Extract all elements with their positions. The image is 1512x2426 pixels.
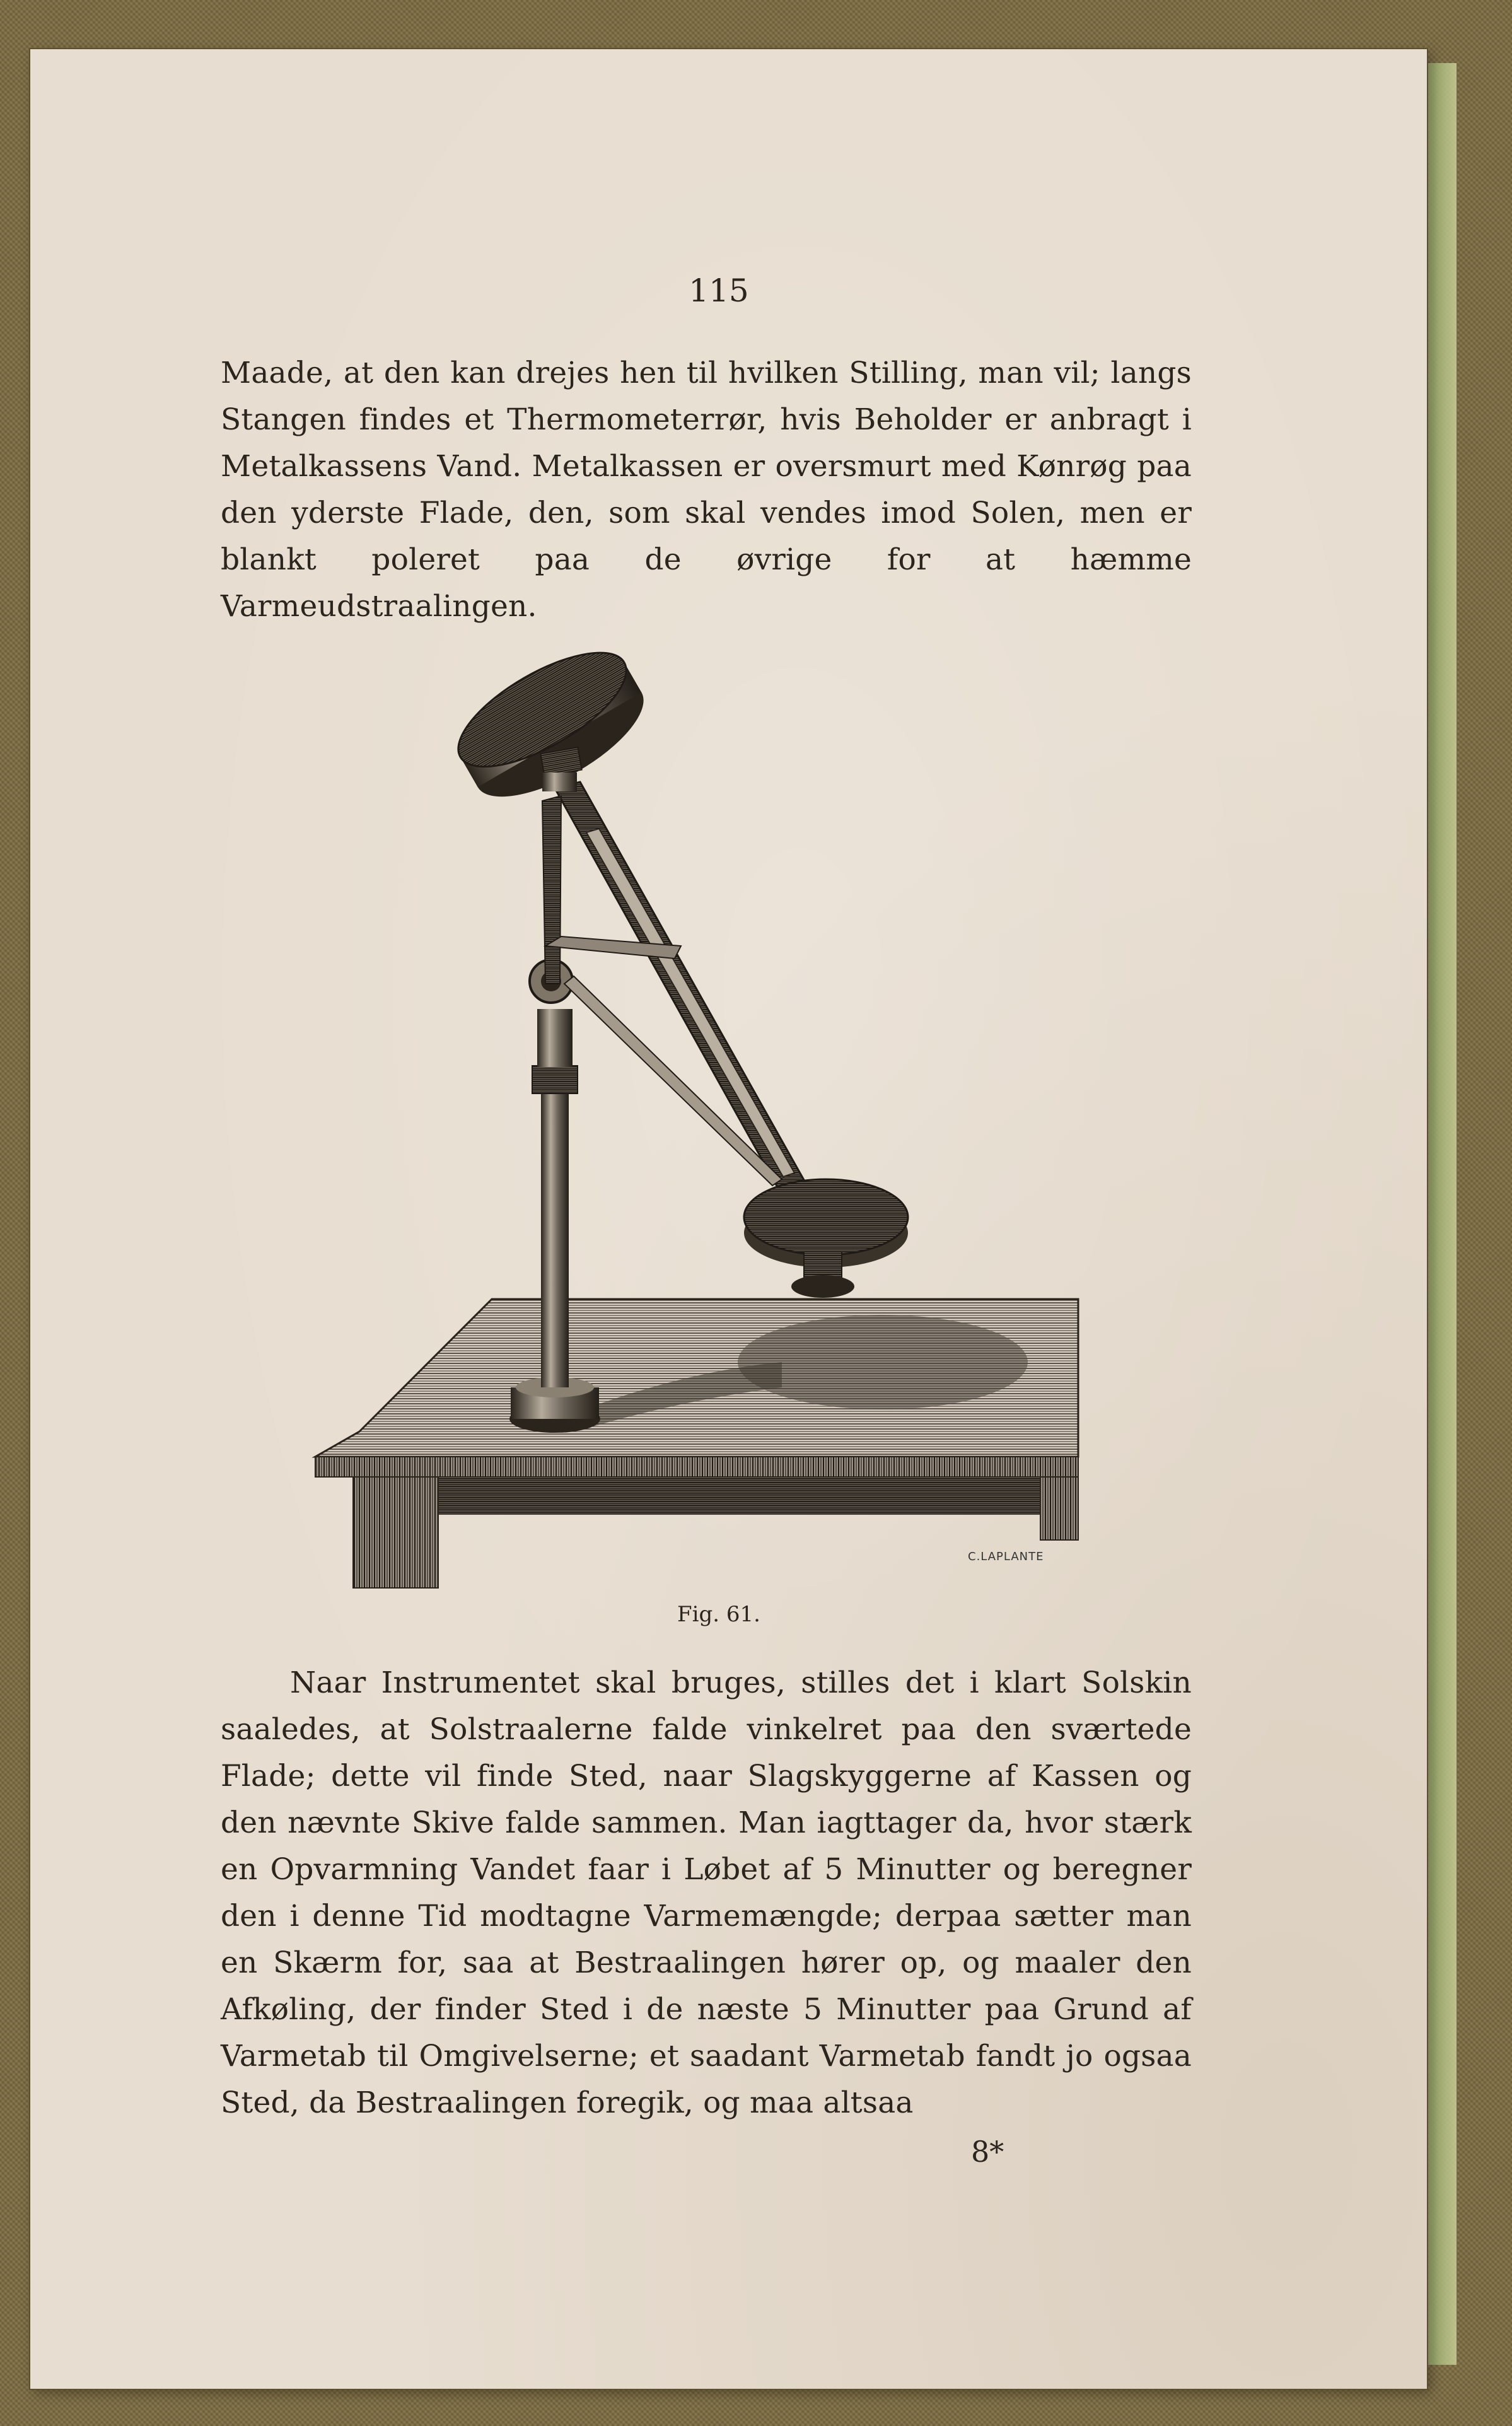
paragraph-continuation: Maade, at den kan drejes hen til hvilken Stilling, man vil; langs Stangen findes et Thermometerrør, hvis Beholder er anbragt i Metalkassens Vand. Metalkassen er oversmurt med Kønrøg paa den yderste Flade, den, som skal vendes imod Solen, men er blankt poleret paa de øvrige for at hæmme Varmeudstraalingen. [221, 356, 1192, 624]
signature-mark: 8* [971, 2135, 1004, 2169]
paragraph-instrument-usage: Naar Instrumentet skal bruges, stilles det i klart Solskin saaledes, at Solstraalerne falde vinkelret paa den sværtede Flade; dette vil finde Sted, naar Slagskyggerne af Kassen og den nævnte Skive falde sammen. Man iagttager da, hvor stærk en Opvarmning Vandet faar i Løbet af 5 Minutter og beregner den i denne Tid modtagne Varmemængde; derpaa sætter man en Skærm for, saa at Bestraalingen hører op, og maaler den Afkøling, der finder Sted i de næste 5 Minutter paa Grund af Varmetab til Omgivelserne; et saadant Varmetab fandt jo ogsaa Sted, da Bestraalingen foregik, og maa altsaa [221, 1665, 1192, 2120]
figure-pyrheliometer-engraving [303, 631, 1110, 1602]
figure-caption: Fig. 61. [677, 1602, 760, 1627]
engraver-signature: C.LAPLANTE [968, 1550, 1044, 1563]
page-number: 115 [689, 272, 749, 309]
